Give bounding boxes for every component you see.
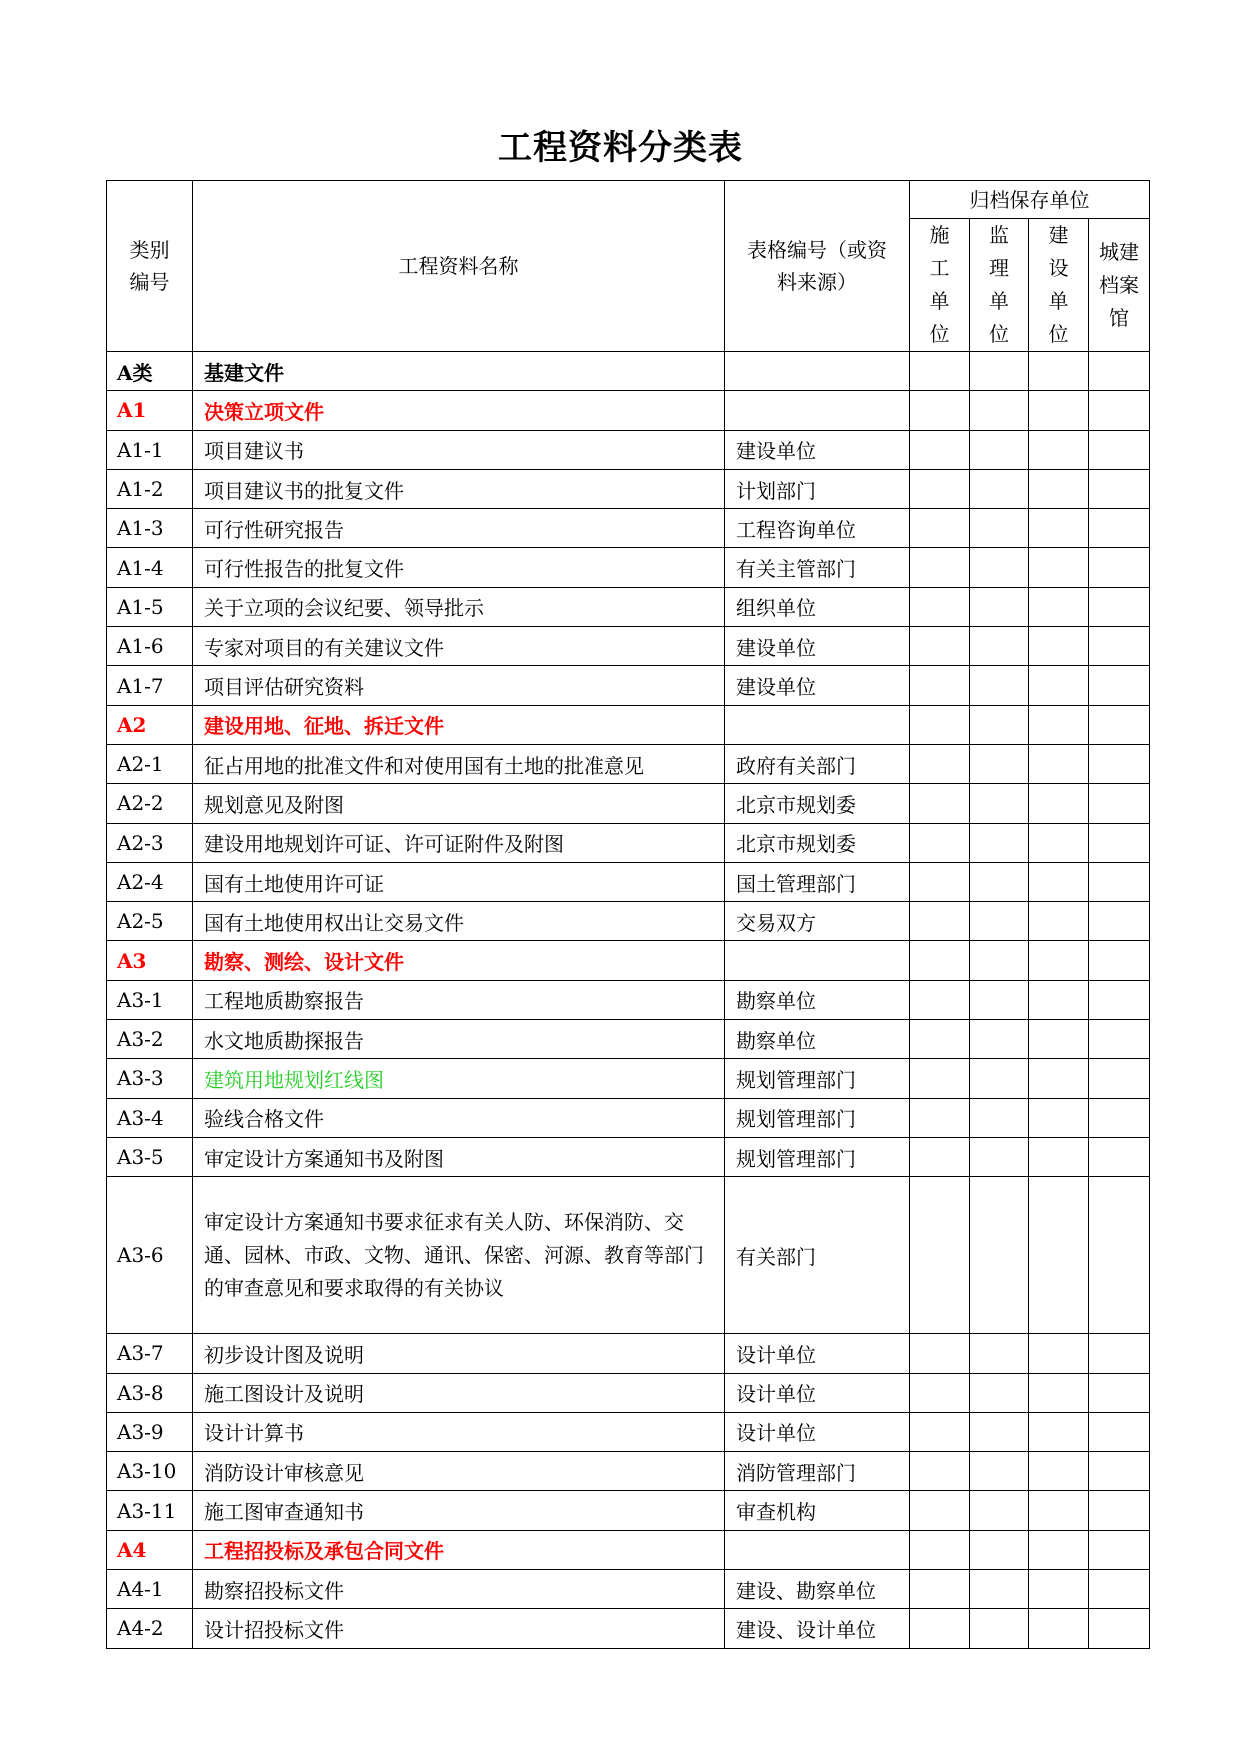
table-row	[107, 941, 1150, 980]
archive-cell-construction	[910, 469, 970, 508]
table-row	[107, 1412, 1150, 1451]
row-source: 有关部门	[725, 1177, 910, 1334]
archive-cell-owner	[1029, 469, 1089, 508]
archive-cell-city-archive	[1089, 1098, 1150, 1137]
archive-cell-supervision	[970, 509, 1029, 548]
row-code: A2-1	[107, 744, 193, 783]
archive-cell-supervision	[970, 1059, 1029, 1098]
archive-cell-owner	[1029, 980, 1089, 1019]
archive-cell-construction	[910, 430, 970, 469]
row-source: 交易双方	[725, 902, 910, 941]
row-code: A1-5	[107, 587, 193, 626]
archive-cell-owner	[1029, 509, 1089, 548]
archive-cell-supervision	[970, 1570, 1029, 1609]
table-row	[107, 548, 1150, 587]
row-code: A4	[107, 1530, 193, 1569]
archive-cell-supervision	[970, 705, 1029, 744]
archive-cell-owner	[1029, 744, 1089, 783]
archive-cell-construction	[910, 666, 970, 705]
archive-cell-city-archive	[1089, 548, 1150, 587]
table-row	[107, 352, 1150, 391]
archive-cell-construction	[910, 1020, 970, 1059]
archive-cell-owner	[1029, 1452, 1089, 1491]
archive-cell-city-archive	[1089, 1609, 1150, 1648]
archive-cell-construction	[910, 587, 970, 626]
table-row	[107, 509, 1150, 548]
archive-cell-construction	[910, 823, 970, 862]
archive-cell-owner	[1029, 391, 1089, 430]
row-code: A1-4	[107, 548, 193, 587]
header-archive-group-text: 归档保存单位	[969, 187, 1090, 212]
row-code: A2-3	[107, 823, 193, 862]
row-source: 勘察单位	[725, 1020, 910, 1059]
row-doc-name: 审定设计方案通知书及附图	[193, 1137, 725, 1176]
archive-cell-construction	[910, 980, 970, 1019]
archive-cell-construction	[910, 1373, 970, 1412]
row-source: 设计单位	[725, 1412, 910, 1451]
row-doc-name: 国有土地使用权出让交易文件	[193, 902, 725, 941]
row-doc-name: 建设用地规划许可证、许可证附件及附图	[193, 823, 725, 862]
archive-cell-city-archive	[1089, 980, 1150, 1019]
archive-cell-owner	[1029, 1059, 1089, 1098]
archive-cell-city-archive	[1089, 430, 1150, 469]
archive-cell-city-archive	[1089, 862, 1150, 901]
row-code: A3-6	[107, 1177, 193, 1334]
table-row	[107, 1137, 1150, 1176]
row-code: A3-3	[107, 1059, 193, 1098]
archive-cell-owner	[1029, 1609, 1089, 1648]
row-doc-name: 专家对项目的有关建议文件	[193, 627, 725, 666]
table-row	[107, 627, 1150, 666]
archive-cell-city-archive	[1089, 509, 1150, 548]
archive-cell-construction	[910, 1412, 970, 1451]
row-doc-name: 初步设计图及说明	[193, 1334, 725, 1373]
archive-cell-owner	[1029, 705, 1089, 744]
archive-cell-supervision	[970, 548, 1029, 587]
row-code: A3-4	[107, 1098, 193, 1137]
row-source	[725, 705, 910, 744]
row-code: A1-1	[107, 430, 193, 469]
header-unit-owner	[1029, 219, 1089, 352]
archive-cell-city-archive	[1089, 705, 1150, 744]
row-code: A2-4	[107, 862, 193, 901]
archive-cell-construction	[910, 784, 970, 823]
page-title: 工程资料分类表	[498, 128, 743, 168]
table-row	[107, 744, 1150, 783]
table-row	[107, 587, 1150, 626]
row-doc-name: 决策立项文件	[193, 391, 725, 430]
archive-cell-construction	[910, 1570, 970, 1609]
row-source: 北京市规划委	[725, 784, 910, 823]
row-code: A3-11	[107, 1491, 193, 1530]
header-form-no	[725, 181, 910, 352]
row-source: 建设单位	[725, 627, 910, 666]
archive-cell-supervision	[970, 1020, 1029, 1059]
archive-cell-city-archive	[1089, 666, 1150, 705]
archive-cell-supervision	[970, 1373, 1029, 1412]
table-row	[107, 430, 1150, 469]
archive-cell-owner	[1029, 1334, 1089, 1373]
archive-cell-owner	[1029, 902, 1089, 941]
archive-cell-supervision	[970, 1412, 1029, 1451]
archive-cell-construction	[910, 744, 970, 783]
row-code: A3-5	[107, 1137, 193, 1176]
archive-cell-construction	[910, 1530, 970, 1569]
archive-cell-supervision	[970, 352, 1029, 391]
archive-cell-owner	[1029, 1098, 1089, 1137]
table-row	[107, 862, 1150, 901]
table-row	[107, 1334, 1150, 1373]
archive-cell-city-archive	[1089, 1373, 1150, 1412]
archive-cell-city-archive	[1089, 1412, 1150, 1451]
table-row	[107, 1609, 1150, 1648]
archive-cell-owner	[1029, 1530, 1089, 1569]
row-code: A类	[107, 352, 193, 391]
archive-cell-owner	[1029, 784, 1089, 823]
row-doc-name: 审定设计方案通知书要求征求有关人防、环保消防、交通、园林、市政、文物、通讯、保密、河源、教育等部门的审查意见和要求取得的有关协议	[193, 1177, 725, 1334]
archive-cell-owner	[1029, 352, 1089, 391]
row-source: 勘察单位	[725, 980, 910, 1019]
archive-cell-supervision	[970, 902, 1029, 941]
row-source: 国土管理部门	[725, 862, 910, 901]
archive-cell-city-archive	[1089, 1177, 1150, 1334]
header-form-no-text: 表格编号（或资料来源）	[747, 238, 887, 294]
row-doc-name: 验线合格文件	[193, 1098, 725, 1137]
archive-cell-supervision	[970, 1334, 1029, 1373]
archive-cell-owner	[1029, 1177, 1089, 1334]
header-unit-city-archive	[1089, 219, 1150, 352]
archive-cell-city-archive	[1089, 1020, 1150, 1059]
row-source: 设计单位	[725, 1334, 910, 1373]
row-source: 政府有关部门	[725, 744, 910, 783]
row-code: A4-2	[107, 1609, 193, 1648]
row-code: A1-3	[107, 509, 193, 548]
table-row	[107, 705, 1150, 744]
row-code: A2-5	[107, 902, 193, 941]
archive-cell-city-archive	[1089, 1491, 1150, 1530]
header-category-code	[107, 181, 193, 352]
archive-cell-supervision	[970, 1137, 1029, 1176]
archive-cell-supervision	[970, 587, 1029, 626]
row-doc-name: 消防设计审核意见	[193, 1452, 725, 1491]
row-source: 消防管理部门	[725, 1452, 910, 1491]
archive-cell-city-archive	[1089, 1530, 1150, 1569]
archive-cell-construction	[910, 391, 970, 430]
table-row	[107, 784, 1150, 823]
archive-cell-construction	[910, 1609, 970, 1648]
row-source: 组织单位	[725, 587, 910, 626]
row-source	[725, 391, 910, 430]
archive-cell-owner	[1029, 1373, 1089, 1412]
row-source	[725, 1530, 910, 1569]
row-source: 建设、设计单位	[725, 1609, 910, 1648]
header-unit-city-archive-text: 城建 档案 馆	[1099, 239, 1139, 330]
row-source: 建设、勘察单位	[725, 1570, 910, 1609]
archive-cell-supervision	[970, 430, 1029, 469]
archive-cell-supervision	[970, 1177, 1029, 1334]
archive-cell-owner	[1029, 1020, 1089, 1059]
archive-cell-supervision	[970, 862, 1029, 901]
header-archive-group	[910, 181, 1150, 219]
row-doc-name: 项目评估研究资料	[193, 666, 725, 705]
row-doc-name: 勘察招投标文件	[193, 1570, 725, 1609]
row-code: A3-2	[107, 1020, 193, 1059]
table-row	[107, 391, 1150, 430]
archive-cell-construction	[910, 352, 970, 391]
archive-cell-owner	[1029, 587, 1089, 626]
row-source: 北京市规划委	[725, 823, 910, 862]
header-doc-name	[193, 181, 725, 352]
table-row	[107, 1059, 1150, 1098]
row-code: A2-2	[107, 784, 193, 823]
row-doc-name: 施工图审查通知书	[193, 1491, 725, 1530]
row-source: 规划管理部门	[725, 1059, 910, 1098]
row-source: 规划管理部门	[725, 1098, 910, 1137]
archive-cell-construction	[910, 509, 970, 548]
archive-cell-construction	[910, 1334, 970, 1373]
header-row-1	[107, 181, 1150, 219]
archive-cell-owner	[1029, 548, 1089, 587]
archive-cell-city-archive	[1089, 902, 1150, 941]
archive-cell-supervision	[970, 784, 1029, 823]
row-code: A3	[107, 941, 193, 980]
table-row	[107, 1020, 1150, 1059]
row-code: A2	[107, 705, 193, 744]
archive-cell-construction	[910, 705, 970, 744]
row-doc-name: 建筑用地规划红线图	[193, 1059, 725, 1098]
archive-cell-owner	[1029, 823, 1089, 862]
header-unit-owner-text: 建 设 单 位	[1048, 223, 1069, 346]
table-body	[107, 181, 1150, 1649]
archive-cell-owner	[1029, 1137, 1089, 1176]
table-row	[107, 1177, 1150, 1334]
row-doc-name: 设计计算书	[193, 1412, 725, 1451]
row-source	[725, 941, 910, 980]
archive-cell-supervision	[970, 391, 1029, 430]
row-doc-name: 项目建议书	[193, 430, 725, 469]
archive-cell-construction	[910, 941, 970, 980]
table-row	[107, 1098, 1150, 1137]
table-row	[107, 1491, 1150, 1530]
archive-cell-supervision	[970, 823, 1029, 862]
archive-cell-owner	[1029, 627, 1089, 666]
row-doc-name: 项目建议书的批复文件	[193, 469, 725, 508]
archive-cell-supervision	[970, 1098, 1029, 1137]
row-doc-name: 征占用地的批准文件和对使用国有土地的批准意见	[193, 744, 725, 783]
row-doc-name: 规划意见及附图	[193, 784, 725, 823]
archive-cell-owner	[1029, 862, 1089, 901]
archive-cell-supervision	[970, 666, 1029, 705]
row-doc-name: 国有土地使用许可证	[193, 862, 725, 901]
row-code: A1	[107, 391, 193, 430]
row-code: A3-9	[107, 1412, 193, 1451]
archive-cell-supervision	[970, 744, 1029, 783]
archive-cell-owner	[1029, 1491, 1089, 1530]
archive-cell-city-archive	[1089, 587, 1150, 626]
row-source	[725, 352, 910, 391]
archive-cell-city-archive	[1089, 1059, 1150, 1098]
classification-table	[106, 180, 1150, 1649]
archive-cell-supervision	[970, 469, 1029, 508]
row-source: 规划管理部门	[725, 1137, 910, 1176]
archive-cell-supervision	[970, 980, 1029, 1019]
archive-cell-supervision	[970, 1609, 1029, 1648]
table-row	[107, 666, 1150, 705]
row-doc-name: 勘察、测绘、设计文件	[193, 941, 725, 980]
table-row	[107, 1530, 1150, 1569]
row-doc-name: 水文地质勘探报告	[193, 1020, 725, 1059]
archive-cell-supervision	[970, 1452, 1029, 1491]
header-doc-name-text: 工程资料名称	[398, 254, 519, 278]
header-unit-supervision	[970, 219, 1029, 352]
archive-cell-construction	[910, 1452, 970, 1491]
row-code: A1-2	[107, 469, 193, 508]
row-code: A1-7	[107, 666, 193, 705]
archive-cell-construction	[910, 1491, 970, 1530]
row-doc-name: 关于立项的会议纪要、领导批示	[193, 587, 725, 626]
row-source: 审查机构	[725, 1491, 910, 1530]
header-unit-supervision-text: 监 理 单 位	[989, 223, 1009, 346]
archive-cell-construction	[910, 1137, 970, 1176]
archive-cell-city-archive	[1089, 469, 1150, 508]
header-unit-construction-text: 施 工 单 位	[929, 223, 950, 346]
row-source: 设计单位	[725, 1373, 910, 1412]
archive-cell-city-archive	[1089, 1570, 1150, 1609]
row-doc-name: 设计招投标文件	[193, 1609, 725, 1648]
table-row	[107, 1373, 1150, 1412]
archive-cell-city-archive	[1089, 1334, 1150, 1373]
archive-cell-owner	[1029, 666, 1089, 705]
archive-cell-owner	[1029, 941, 1089, 980]
archive-cell-city-archive	[1089, 941, 1150, 980]
row-doc-name: 建设用地、征地、拆迁文件	[193, 705, 725, 744]
row-code: A1-6	[107, 627, 193, 666]
archive-cell-city-archive	[1089, 391, 1150, 430]
archive-cell-construction	[910, 1059, 970, 1098]
archive-cell-supervision	[970, 627, 1029, 666]
row-source: 建设单位	[725, 666, 910, 705]
archive-cell-supervision	[970, 1530, 1029, 1569]
row-code: A4-1	[107, 1570, 193, 1609]
table-row	[107, 980, 1150, 1019]
archive-cell-construction	[910, 627, 970, 666]
archive-cell-city-archive	[1089, 784, 1150, 823]
archive-cell-owner	[1029, 1412, 1089, 1451]
row-code: A3-1	[107, 980, 193, 1019]
archive-cell-construction	[910, 1177, 970, 1334]
row-source: 工程咨询单位	[725, 509, 910, 548]
row-source: 有关主管部门	[725, 548, 910, 587]
table-row	[107, 1570, 1150, 1609]
row-doc-name: 可行性报告的批复文件	[193, 548, 725, 587]
row-code: A3-7	[107, 1334, 193, 1373]
row-doc-name: 工程招投标及承包合同文件	[193, 1530, 725, 1569]
archive-cell-city-archive	[1089, 823, 1150, 862]
archive-cell-city-archive	[1089, 1137, 1150, 1176]
archive-cell-construction	[910, 862, 970, 901]
row-doc-name: 工程地质勘察报告	[193, 980, 725, 1019]
header-unit-construction	[910, 219, 970, 352]
header-category-code-text: 类别 编号	[129, 238, 170, 294]
archive-cell-city-archive	[1089, 1452, 1150, 1491]
row-code: A3-8	[107, 1373, 193, 1412]
row-source: 计划部门	[725, 469, 910, 508]
archive-cell-city-archive	[1089, 627, 1150, 666]
archive-cell-owner	[1029, 1570, 1089, 1609]
table-row	[107, 1452, 1150, 1491]
row-code: A3-10	[107, 1452, 193, 1491]
archive-cell-construction	[910, 1098, 970, 1137]
row-doc-name: 基建文件	[193, 352, 725, 391]
archive-cell-construction	[910, 902, 970, 941]
table-row	[107, 902, 1150, 941]
archive-cell-city-archive	[1089, 352, 1150, 391]
archive-cell-city-archive	[1089, 744, 1150, 783]
archive-cell-owner	[1029, 430, 1089, 469]
row-source: 建设单位	[725, 430, 910, 469]
archive-cell-supervision	[970, 941, 1029, 980]
archive-cell-construction	[910, 548, 970, 587]
archive-cell-supervision	[970, 1491, 1029, 1530]
table-row	[107, 469, 1150, 508]
row-doc-name: 可行性研究报告	[193, 509, 725, 548]
table-row	[107, 823, 1150, 862]
row-doc-name: 施工图设计及说明	[193, 1373, 725, 1412]
